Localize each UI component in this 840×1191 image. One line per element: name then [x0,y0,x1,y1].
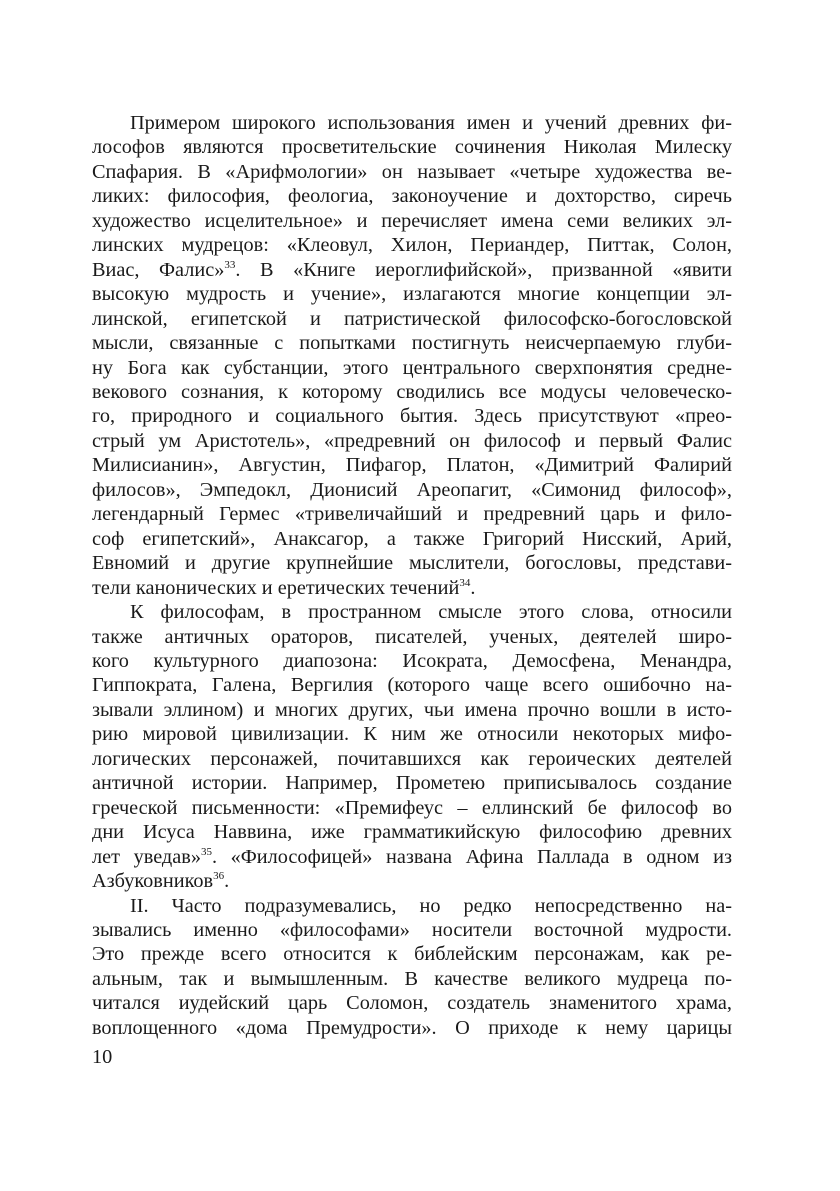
text-line: кого культурного диапозона: Исократа, Демосфена, Менандра, [92,649,732,672]
footnote-reference: 33 [224,258,236,271]
text-line: линских мудрецов: «Клеовул, Хилон, Периандер, Питтак, Солон, [92,234,732,257]
text-line: II. Часто подразумевались, но редко непосредственно на- [130,894,732,917]
text-line: легендарный Гермес «тривеличайший и предревний царь и фило- [92,503,732,526]
text-line [92,258,732,282]
text-line: рию мировой цивилизации. К ним же относили некоторых мифо- [92,723,732,746]
paragraph [92,894,732,1041]
body-text [92,111,732,1040]
text-segment: . В «Книге иероглифийской», призванной «явити [235,258,732,281]
text-segment: Азбуковников [92,870,214,893]
text-line: го, природного и социального бытия. Здесь присутствуют «прео- [92,405,732,428]
text-line: читался иудейский царь Соломон, создатель знаменитого храма, [92,992,732,1015]
text-line: соф египетский», Анаксагор, а также Григорий Нисский, Арий, [92,527,732,550]
text-line: также античных ораторов, писателей, ученых, деятелей широ- [92,625,732,648]
text-line: Это прежде всего относится к библейским персонажам, как ре- [92,943,732,966]
text-line [92,869,732,893]
paragraph [92,111,732,600]
text-segment: лет уведав» [92,845,201,868]
text-line: стрый ум Аристотель», «предревний он философ и первый Фалис [92,429,732,452]
footnote-reference: 35 [200,845,212,858]
text-line: воплощенного «дома Премудрости». О приходе к нему царицы [92,1016,732,1039]
text-line: Евномий и другие крупнейшие мыслители, богословы, представи- [92,552,732,575]
text-line: линской, египетской и патристической философско-богословской [92,307,732,330]
text-line: античной истории. Например, Прометею приписывалось создание [92,772,732,795]
text-line: Спафария. В «Арифмологии» он называет «четыре художества ве- [92,160,732,183]
text-segment: . [470,576,476,599]
text-line: греческой письменности: «Премифеус – еллинский бе философ во [92,796,732,819]
text-line: Милисианин», Августин, Пифагор, Платон, «Димитрий Фалирий [92,454,732,477]
text-line: альным, так и вымышленным. В качестве великого мудреца по- [92,967,732,990]
text-line: зывали эллином) и многих других, чьи имена прочно вошли в исто- [92,698,732,721]
text-line [92,576,732,600]
text-segment: Виас, Фалис» [92,258,225,281]
text-line: векового сознания, к которому сводились все модусы человеческо- [92,380,732,403]
paragraph [92,600,732,893]
text-line: мысли, связанные с попытками постигнуть неисчерпаемую глуби- [92,332,732,355]
text-line: Примером широкого использования имен и учений древних фи- [130,112,732,134]
text-segment: . «Философицей» названа Афина Паллада в одном из [211,845,732,868]
page-number: 10 [92,1046,113,1068]
text-line [92,845,732,869]
text-segment: тели канонических и еретических течений [92,576,460,599]
text-line: дни Исуса Наввина, иже грамматикийскую философию древних [92,821,732,844]
text-line: художество исцелительное» и перечисляет имена семи великих эл- [92,209,732,232]
text-line: филосов», Эмпедокл, Дионисий Ареопагит, «Симонид философ», [92,478,732,501]
text-line: К философам, в пространном смысле этого слова, относили [130,601,732,624]
text-segment: . [224,870,230,893]
text-line: ну Бога как субстанции, этого центрального сверхпонятия средне- [92,356,732,379]
text-line: Гиппократа, Галена, Вергилия (которого чаще всего ошибочно на- [92,674,732,697]
text-line: логических персонажей, почитавшихся как героических деятелей [92,747,732,770]
text-line: лософов являются просветительские сочинения Николая Милеску [92,136,732,159]
text-line: высокую мудрость и учение», излагаются многие концепции эл- [92,283,732,306]
text-line: ликих: философия, феологиа, законоучение и дохторство, сиречь [92,185,732,208]
footnote-reference: 36 [213,870,225,883]
footnote-reference: 34 [459,576,471,589]
text-line: зывались именно «философами» носители восточной мудрости. [92,918,732,941]
